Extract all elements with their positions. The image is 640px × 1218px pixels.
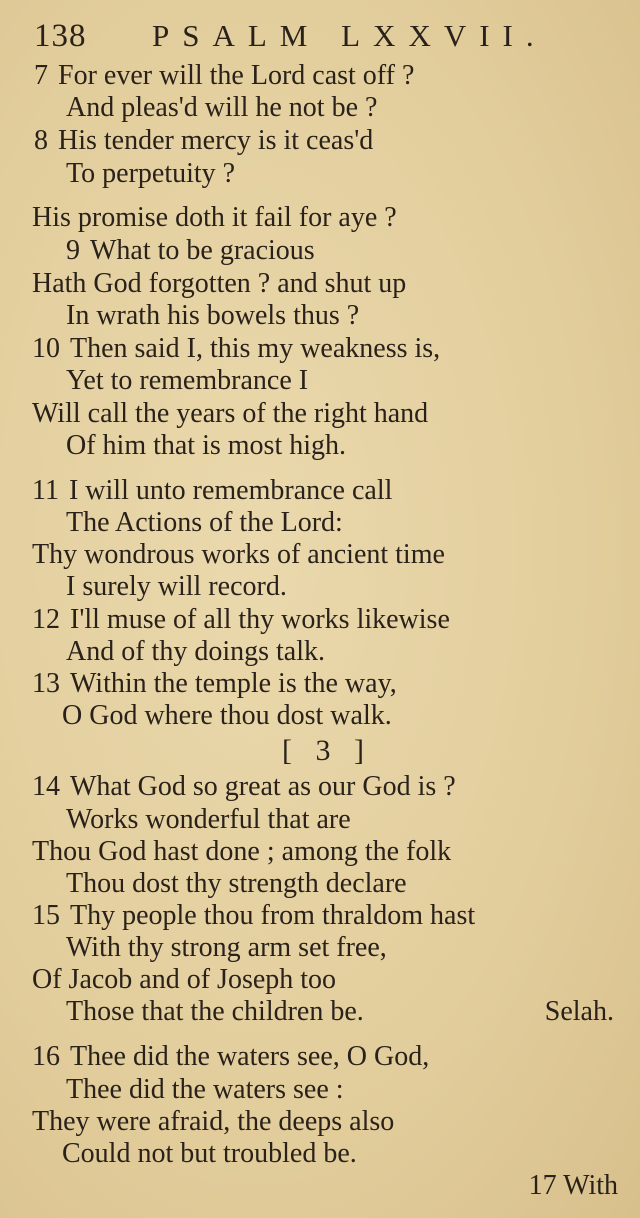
verse-line bbox=[62, 700, 392, 732]
selah-mark: Selah. bbox=[544, 996, 614, 1027]
verse-text: Thee did the waters see, O God, bbox=[70, 1041, 430, 1072]
verse-text: In wrath his bowels thus ? bbox=[66, 300, 360, 331]
verse-number: 11 bbox=[32, 475, 59, 506]
verse-text: His tender mercy is it ceas'd bbox=[58, 125, 374, 156]
page-header bbox=[34, 18, 594, 58]
verse-line bbox=[66, 1074, 344, 1106]
verse-text: And of thy doings talk. bbox=[66, 636, 325, 667]
verse-line bbox=[66, 365, 308, 397]
verse-number: 14 bbox=[32, 771, 60, 802]
verse-text: Will call the years of the right hand bbox=[32, 398, 429, 429]
verse-number: 16 bbox=[32, 1041, 60, 1072]
verse-number: 8 bbox=[34, 125, 48, 156]
verse-line bbox=[66, 158, 235, 190]
section-mark: [ 3 ] bbox=[282, 734, 372, 767]
verse-line bbox=[32, 900, 475, 932]
verse-line bbox=[32, 475, 392, 507]
verse-line bbox=[66, 92, 377, 124]
verse-line bbox=[66, 430, 346, 462]
verse-line bbox=[66, 571, 287, 603]
verse-text: O God where thou dost walk. bbox=[62, 700, 392, 731]
verse-text: Thee did the waters see : bbox=[66, 1074, 344, 1105]
verse-line bbox=[32, 668, 397, 700]
verse-line bbox=[34, 60, 414, 92]
verse-line bbox=[66, 804, 351, 836]
verse-line bbox=[32, 268, 406, 300]
verse-text: I'll muse of all thy works likewise bbox=[70, 604, 450, 635]
verse-text: Thou God hast done ; among the folk bbox=[32, 836, 452, 867]
verse-line bbox=[32, 964, 336, 996]
verse-line bbox=[66, 868, 407, 900]
verse-text: Those that the children be. bbox=[66, 996, 364, 1027]
verse-text: Works wonderful that are bbox=[66, 804, 351, 835]
verse-line bbox=[32, 836, 451, 868]
verse-text: With thy strong arm set free, bbox=[66, 932, 387, 963]
verse-text: Then said I, this my weakness is, bbox=[70, 333, 441, 364]
verse-line bbox=[66, 636, 325, 668]
verse-text: Hath God forgotten ? and shut up bbox=[32, 268, 407, 299]
verse-text: What God so great as our God is ? bbox=[70, 771, 456, 802]
verse-line bbox=[66, 300, 359, 332]
verse-line bbox=[32, 398, 428, 430]
verse-line bbox=[32, 1106, 394, 1138]
verse-number: 15 bbox=[32, 900, 60, 931]
verse-number: 9 bbox=[66, 235, 80, 266]
verse-text: The Actions of the Lord: bbox=[66, 507, 343, 538]
verse-text: For ever will the Lord cast off ? bbox=[58, 60, 415, 91]
page-number: 138 bbox=[34, 18, 87, 54]
verse-text: Thou dost thy strength declare bbox=[66, 868, 407, 899]
verse-number: 10 bbox=[32, 333, 60, 364]
verse-number: 13 bbox=[32, 668, 60, 699]
verse-line bbox=[62, 1138, 357, 1170]
running-head: PSALM LXXVII. bbox=[152, 18, 547, 53]
verse-line bbox=[32, 604, 450, 636]
verse-text: What to be gracious bbox=[90, 235, 315, 266]
verse-line bbox=[32, 771, 456, 803]
verse-line bbox=[34, 125, 373, 157]
verse-text: Yet to remembrance I bbox=[66, 365, 309, 396]
verse-number: 12 bbox=[32, 604, 60, 635]
verse-text: Of Jacob and of Joseph too bbox=[32, 964, 337, 995]
verse-line bbox=[66, 932, 387, 964]
verse-text: Of him that is most high. bbox=[66, 430, 346, 461]
verse-line bbox=[32, 539, 445, 571]
verse-text: Thy people thou from thraldom hast bbox=[70, 900, 476, 931]
verse-text: I surely will record. bbox=[66, 571, 287, 602]
verse-text: They were afraid, the deeps also bbox=[32, 1106, 395, 1137]
verse-text: Could not but troubled be. bbox=[62, 1138, 357, 1169]
verse-text: His promise doth it fail for aye ? bbox=[32, 202, 397, 233]
verse-line bbox=[66, 996, 364, 1028]
verse-line bbox=[32, 1041, 429, 1073]
verse-text: Within the temple is the way, bbox=[70, 668, 397, 699]
verse-text: To perpetuity ? bbox=[66, 158, 236, 189]
verse-text: And pleas'd will he not be ? bbox=[66, 92, 378, 123]
verse-line bbox=[32, 202, 397, 234]
verse-line bbox=[66, 235, 315, 267]
verse-number: 7 bbox=[34, 60, 48, 91]
catchword: 17 With bbox=[528, 1170, 618, 1201]
verse-text: I will unto remembrance call bbox=[68, 475, 393, 506]
verse-text: Thy wondrous works of ancient time bbox=[32, 539, 445, 570]
verse-line bbox=[66, 507, 343, 539]
verse-line bbox=[32, 333, 440, 365]
